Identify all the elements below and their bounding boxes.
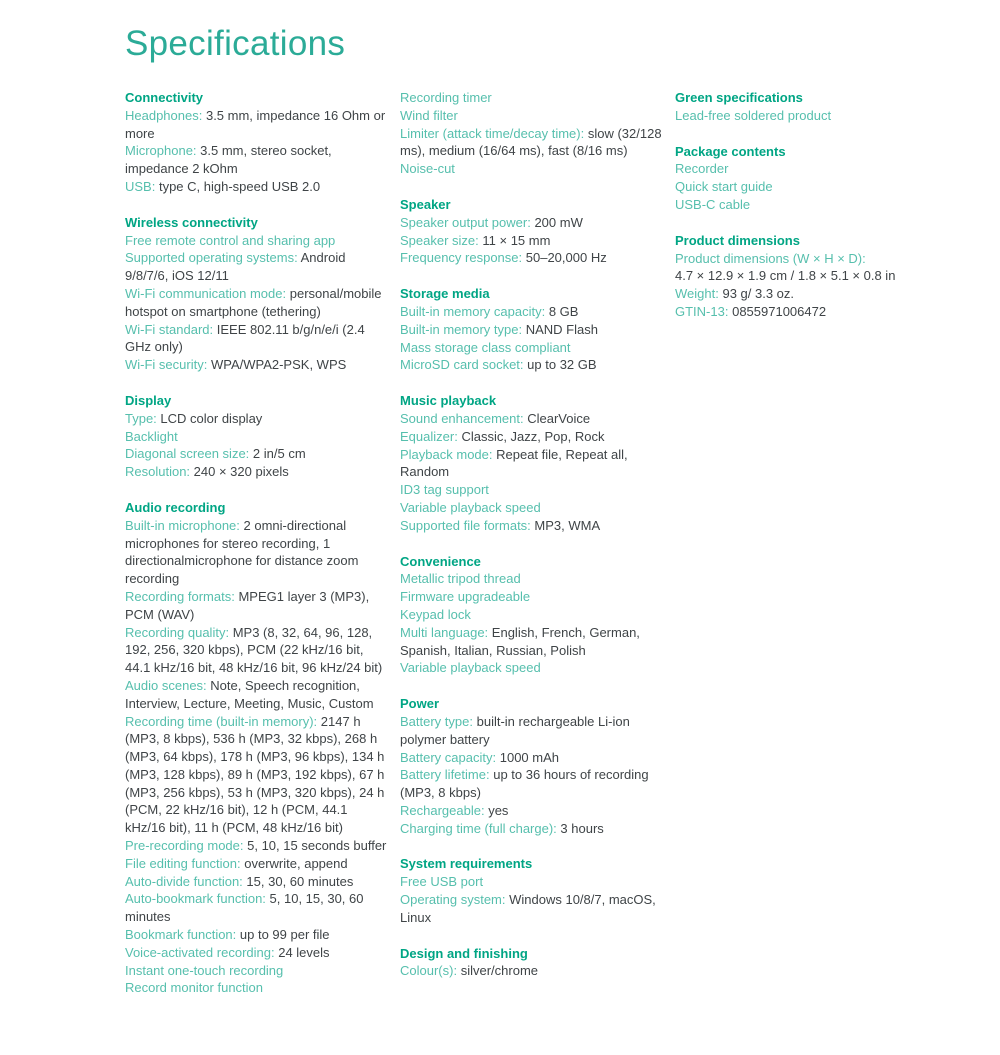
spec-item xyxy=(400,232,662,250)
spec-label: Operating system: xyxy=(400,892,506,908)
spec-item xyxy=(400,570,662,588)
spec-label: Recording time (built-in memory): xyxy=(125,713,318,729)
spec-item xyxy=(125,249,387,285)
spec-value: ClearVoice xyxy=(527,410,591,426)
spec-label: Microphone: xyxy=(125,143,197,159)
spec-item xyxy=(400,624,662,660)
spec-section-speaker xyxy=(400,196,662,267)
spec-label: Variable playback speed xyxy=(400,499,541,515)
spec-item xyxy=(400,749,662,767)
spec-section-power xyxy=(400,695,662,837)
spec-label: Battery lifetime: xyxy=(400,767,490,783)
spec-section-storage-media xyxy=(400,285,662,374)
spec-label: Metallic tripod thread xyxy=(400,571,521,587)
spec-value: 93 g/ 3.3 oz. xyxy=(722,286,795,302)
spec-section-wireless-connectivity xyxy=(125,214,387,374)
spec-label: Wind filter xyxy=(400,107,458,123)
section-heading: Wireless connectivity xyxy=(125,214,258,230)
section-heading: Audio recording xyxy=(125,499,226,515)
spec-item xyxy=(125,321,387,357)
spec-item xyxy=(400,249,662,267)
spec-section-continued xyxy=(400,89,662,178)
spec-item xyxy=(125,873,387,891)
spec-value: 3.5 mm, stereo socket, impedance 2 kOhm xyxy=(125,143,332,177)
spec-value: Windows 10/8/7, macOS, Linux xyxy=(400,892,656,925)
spec-item xyxy=(125,410,387,428)
spec-item xyxy=(400,303,662,321)
spec-value: up to 99 per file xyxy=(239,927,330,943)
spec-item xyxy=(125,517,387,588)
spec-item xyxy=(400,339,662,357)
spec-label: Auto-divide function: xyxy=(125,873,243,889)
section-heading: Connectivity xyxy=(125,90,204,105)
spec-item xyxy=(125,962,387,980)
spec-label: ID3 tag support xyxy=(400,482,489,498)
spec-label: Product dimensions (W × H × D): xyxy=(675,250,866,266)
spec-column-1 xyxy=(125,89,387,1015)
spec-section-product-dimensions xyxy=(675,232,953,321)
spec-label: USB-C cable xyxy=(675,196,751,212)
spec-item xyxy=(400,321,662,339)
spec-label: USB: xyxy=(125,178,156,194)
spec-item xyxy=(125,713,387,838)
spec-label: Variable playback speed xyxy=(400,660,541,676)
spec-item xyxy=(125,855,387,873)
spec-label: MicroSD card socket: xyxy=(400,357,524,373)
spec-item xyxy=(400,766,662,802)
spec-label: Free USB port xyxy=(400,874,484,890)
spec-label: Type: xyxy=(125,410,157,426)
spec-item xyxy=(125,837,387,855)
spec-label: Backlight xyxy=(125,428,178,444)
spec-value: Note, Speech recognition, Interview, Lecture, Meeting, Music, Custom xyxy=(125,677,374,711)
spec-label: Equalizer: xyxy=(400,428,458,444)
spec-value: Android 9/8/7/6, iOS 12/11 xyxy=(125,250,346,284)
spec-value: personal/mobile hotspot on smartphone (tethering) xyxy=(125,285,382,319)
spec-value: MP3 (8, 32, 64, 96, 128, 192, 256, 320 kbps), PCM (22 kHz/16 bit, 44.1 kHz/16 bit, 48 kHz/16 bit, 96 kHz/24 bit) xyxy=(125,624,383,676)
spec-column-3 xyxy=(675,89,953,339)
spec-value: Classic, Jazz, Pop, Rock xyxy=(461,428,605,444)
spec-item xyxy=(400,588,662,606)
spec-item xyxy=(675,285,953,303)
spec-item xyxy=(400,107,662,125)
section-heading: Speaker xyxy=(400,196,451,212)
spec-item xyxy=(400,499,662,517)
spec-label: Multi language: xyxy=(400,624,489,640)
spec-section-system-requirements xyxy=(400,855,662,926)
spec-label: Diagonal screen size: xyxy=(125,446,250,462)
spec-item xyxy=(125,178,387,196)
spec-value: 11 × 15 mm xyxy=(482,232,551,248)
spec-value: 3 hours xyxy=(560,820,604,836)
spec-value: built-in rechargeable Li-ion polymer battery xyxy=(400,713,630,747)
spec-item xyxy=(125,624,387,677)
section-heading: Green specifications xyxy=(675,90,803,105)
spec-label: Record monitor function xyxy=(125,980,264,996)
spec-label: GTIN-13: xyxy=(675,303,729,319)
section-heading: Design and finishing xyxy=(400,945,528,961)
spec-item xyxy=(400,89,662,107)
spec-label: Battery type: xyxy=(400,713,473,729)
spec-label: Speaker size: xyxy=(400,232,479,248)
spec-value: silver/chrome xyxy=(460,963,538,979)
spec-value: yes xyxy=(488,802,509,818)
spec-item xyxy=(125,979,387,997)
spec-value: overwrite, append xyxy=(244,855,348,871)
spec-item xyxy=(400,962,662,980)
spec-item xyxy=(675,178,953,196)
spec-item xyxy=(125,890,387,926)
spec-item xyxy=(400,659,662,677)
spec-section-audio-recording xyxy=(125,499,387,997)
spec-item xyxy=(400,820,662,838)
spec-value: up to 36 hours of recording (MP3, 8 kbps) xyxy=(400,767,649,801)
spec-label: Recording quality: xyxy=(125,624,230,640)
spec-label: Noise-cut xyxy=(400,161,455,177)
spec-item xyxy=(400,125,662,161)
spec-section-green-specifications xyxy=(675,89,953,125)
spec-label: Wi-Fi security: xyxy=(125,357,208,373)
spec-label: Resolution: xyxy=(125,464,191,480)
spec-section-convenience xyxy=(400,553,662,678)
spec-label: Sound enhancement: xyxy=(400,410,524,426)
spec-section-design-and-finishing xyxy=(400,945,662,981)
spec-label: Firmware upgradeable xyxy=(400,589,531,605)
spec-value: 1000 mAh xyxy=(499,749,559,765)
spec-label: Supported file formats: xyxy=(400,517,531,533)
spec-section-music-playback xyxy=(400,392,662,534)
spec-section-display xyxy=(125,392,387,481)
spec-section-package-contents xyxy=(675,143,953,214)
spec-label: Weight: xyxy=(675,286,719,302)
spec-item xyxy=(125,926,387,944)
spec-item xyxy=(400,481,662,499)
spec-item xyxy=(675,250,953,286)
spec-label: Frequency response: xyxy=(400,250,523,266)
spec-label: Colour(s): xyxy=(400,963,458,979)
spec-label: Lead-free soldered product xyxy=(675,107,832,123)
spec-item xyxy=(675,196,953,214)
spec-value: 4.7 × 12.9 × 1.9 cm / 1.8 × 5.1 × 0.8 in xyxy=(675,268,896,284)
spec-value: 15, 30, 60 minutes xyxy=(246,873,354,889)
spec-item xyxy=(125,677,387,713)
spec-label: Free remote control and sharing app xyxy=(125,232,336,248)
spec-item xyxy=(400,802,662,820)
spec-item xyxy=(125,356,387,374)
spec-value: 2147 h (MP3, 8 kbps), 536 h (MP3, 32 kbps), 268 h (MP3, 64 kbps), 178 h (MP3, 96 kbps), 134 h (MP3, 128 kbps), 89 h (MP3, 192 kbps), 67 h (MP3, 256 kbps), 53 h (MP3, 320 kbps), 24 h (PCM, 22 kHz/16 bit), 12 h (PCM, 44.1 kHz/16 bit), 11 h (PCM, 48 kHz/16 bit) xyxy=(125,713,385,836)
spec-item xyxy=(400,873,662,891)
spec-value: up to 32 GB xyxy=(527,357,597,373)
section-heading: System requirements xyxy=(400,856,533,872)
spec-item xyxy=(400,160,662,178)
spec-value: MPEG1 layer 3 (MP3), PCM (WAV) xyxy=(125,588,370,622)
spec-item xyxy=(400,428,662,446)
spec-item xyxy=(125,588,387,624)
spec-item xyxy=(400,891,662,927)
spec-value: WPA/WPA2-PSK, WPS xyxy=(210,357,347,373)
spec-label: Audio scenes: xyxy=(125,677,207,693)
section-heading: Storage media xyxy=(400,286,490,302)
spec-value: 5, 10, 15 seconds buffer xyxy=(247,838,387,854)
spec-label: Voice-activated recording: xyxy=(125,944,275,960)
spec-label: Mass storage class compliant xyxy=(400,339,571,355)
spec-label: File editing function: xyxy=(125,855,241,871)
spec-item xyxy=(675,303,953,321)
spec-value: 50–20,000 Hz xyxy=(525,250,607,266)
section-heading: Package contents xyxy=(675,143,786,159)
spec-label: Recorder xyxy=(675,161,729,177)
spec-item xyxy=(400,214,662,232)
spec-section-connectivity xyxy=(125,89,387,196)
spec-label: Quick start guide xyxy=(675,179,773,195)
spec-value: 0855971006472 xyxy=(732,303,827,319)
spec-label: Headphones: xyxy=(125,107,203,123)
spec-item xyxy=(400,606,662,624)
section-heading: Music playback xyxy=(400,393,497,409)
spec-label: Recording formats: xyxy=(125,588,235,604)
spec-item xyxy=(400,517,662,535)
spec-item xyxy=(125,428,387,446)
spec-value: NAND Flash xyxy=(525,321,598,337)
spec-value: English, French, German, Spanish, Italian, Russian, Polish xyxy=(400,624,640,658)
spec-label: Wi-Fi standard: xyxy=(125,321,214,337)
spec-label: Bookmark function: xyxy=(125,927,237,943)
spec-item xyxy=(125,944,387,962)
section-heading: Product dimensions xyxy=(675,232,800,248)
spec-value: type C, high-speed USB 2.0 xyxy=(158,178,321,194)
section-heading: Display xyxy=(125,392,172,408)
spec-item xyxy=(400,356,662,374)
spec-label: Supported operating systems: xyxy=(125,250,298,266)
spec-columns xyxy=(125,89,962,1015)
spec-item xyxy=(125,107,387,143)
spec-label: Built-in memory capacity: xyxy=(400,303,546,319)
spec-label: Limiter (attack time/decay time): xyxy=(400,125,585,141)
spec-value: 5, 10, 15, 30, 60 minutes xyxy=(125,891,364,925)
spec-item xyxy=(675,107,953,125)
spec-value: 200 mW xyxy=(534,214,583,230)
spec-label: Keypad lock xyxy=(400,606,471,622)
spec-label: Pre-recording mode: xyxy=(125,838,244,854)
spec-item xyxy=(125,463,387,481)
spec-value: Repeat file, Repeat all, Random xyxy=(400,446,628,480)
spec-item xyxy=(125,445,387,463)
spec-item xyxy=(125,232,387,250)
spec-value: 24 levels xyxy=(278,944,330,960)
spec-label: Recording timer xyxy=(400,90,492,105)
spec-label: Built-in microphone: xyxy=(125,517,240,533)
page-title: Specifications xyxy=(125,24,346,63)
spec-value: 3.5 mm, impedance 16 Ohm or more xyxy=(125,107,386,141)
spec-label: Instant one-touch recording xyxy=(125,962,284,978)
spec-label: Playback mode: xyxy=(400,446,493,462)
spec-value: 8 GB xyxy=(548,303,579,319)
spec-item xyxy=(400,713,662,749)
spec-value: 240 × 320 pixels xyxy=(193,464,289,480)
spec-item xyxy=(125,285,387,321)
spec-value: IEEE 802.11 b/g/n/e/i (2.4 GHz only) xyxy=(125,321,365,355)
spec-label: Wi-Fi communication mode: xyxy=(125,285,287,301)
spec-value: 2 in/5 cm xyxy=(252,446,306,462)
spec-label: Built-in memory type: xyxy=(400,321,523,337)
spec-label: Speaker output power: xyxy=(400,214,531,230)
section-heading: Power xyxy=(400,696,440,712)
spec-column-2 xyxy=(400,89,662,998)
spec-item xyxy=(400,410,662,428)
spec-item xyxy=(125,142,387,178)
spec-label: Auto-bookmark function: xyxy=(125,891,266,907)
spec-item xyxy=(675,160,953,178)
spec-label: Charging time (full charge): xyxy=(400,820,557,836)
spec-label: Battery capacity: xyxy=(400,749,497,765)
spec-item xyxy=(400,446,662,482)
spec-label: Rechargeable: xyxy=(400,802,485,818)
spec-value: MP3, WMA xyxy=(534,517,601,533)
spec-value: slow (32/128 ms), medium (16/64 ms), fast (8/16 ms) xyxy=(400,125,662,159)
spec-value: 2 omni-directional microphones for stereo recording, 1 directionalmicrophone for distance zoom recording xyxy=(125,517,359,587)
section-heading: Convenience xyxy=(400,553,481,569)
spec-value: LCD color display xyxy=(160,410,263,426)
